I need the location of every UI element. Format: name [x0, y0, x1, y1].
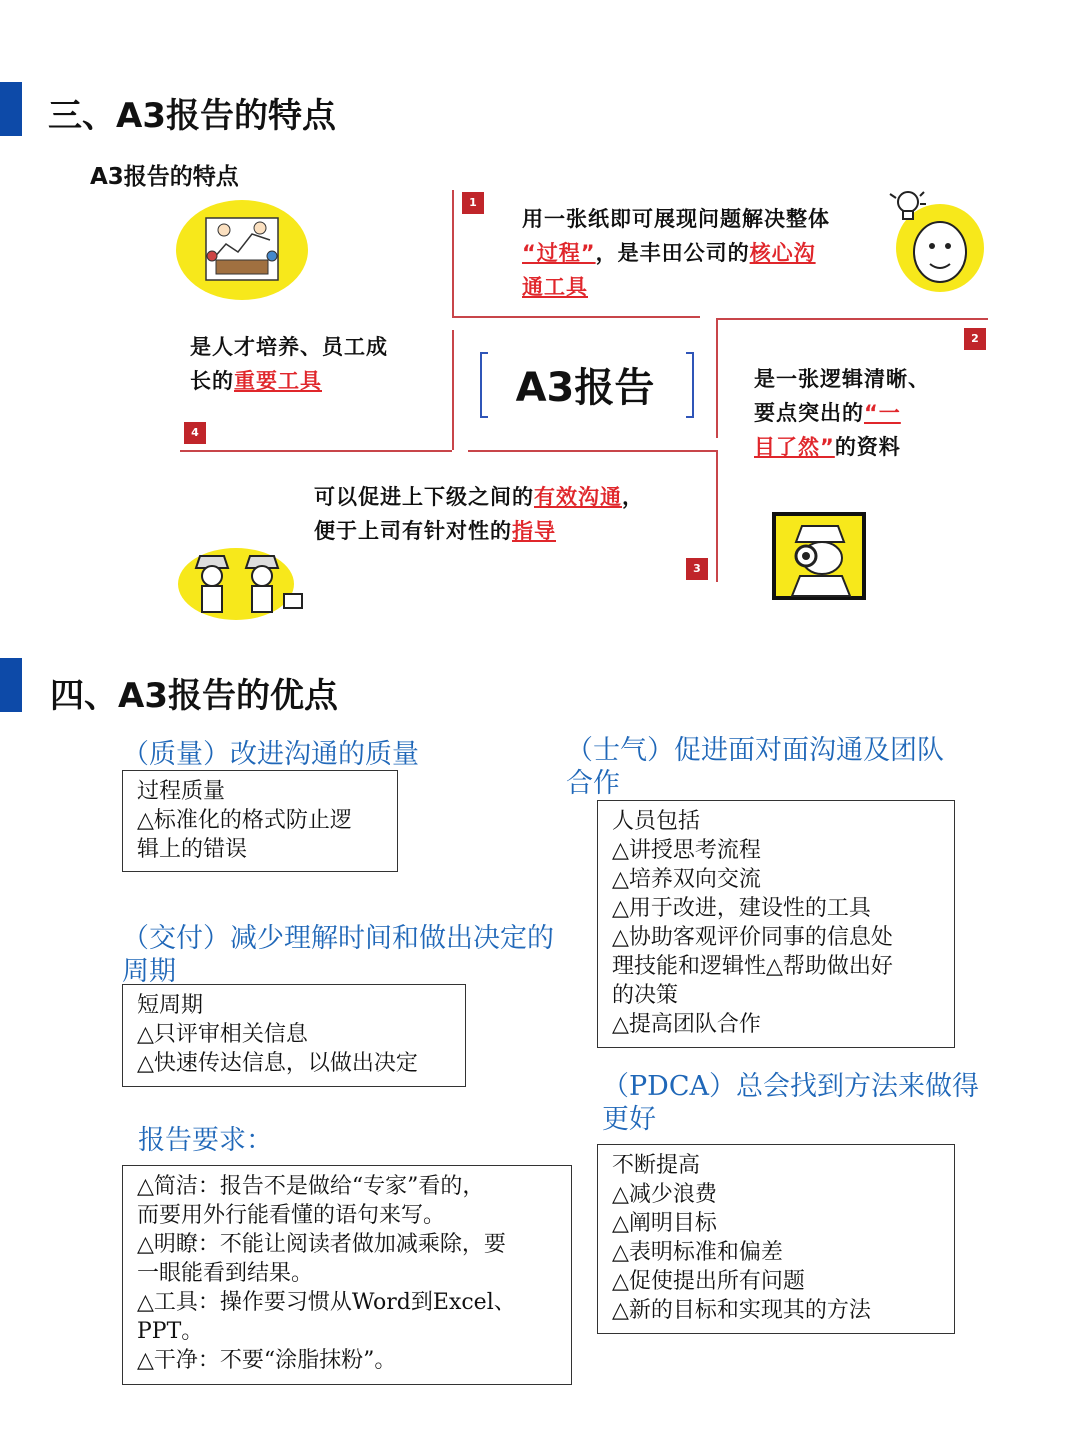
delivery-box	[122, 984, 466, 1087]
delivery-title: （交付）减少理解时间和做出决定的 周期	[122, 923, 554, 987]
box-line: △培养双向交流	[612, 867, 761, 892]
bracket-right	[686, 352, 694, 418]
box-line: 辑上的错误	[137, 837, 248, 862]
diagram-line	[716, 318, 718, 438]
report-title: 报告要求：	[138, 1125, 273, 1156]
box-line: △减少浪费	[612, 1182, 717, 1207]
quadrant-4-text: 是人才培养、员工成 长的重要工具	[190, 335, 388, 393]
badge-4: 4	[184, 422, 206, 444]
box-line: △讲授思考流程	[612, 838, 761, 863]
diagram-line	[716, 450, 718, 582]
quality-box	[122, 770, 398, 872]
section4-title: 四、A3报告的优点	[50, 676, 338, 716]
box-line: PPT。	[137, 1319, 204, 1344]
report-box	[122, 1165, 572, 1385]
box-line: 而要用外行能看懂的语句来写。	[137, 1203, 446, 1228]
section-marker	[0, 82, 22, 136]
box-line: △提高团队合作	[612, 1012, 761, 1037]
quadrant-2-text: 是一张逻辑清晰、 要点突出的“一 目了然”的资料	[754, 367, 930, 459]
diagram-line	[452, 316, 700, 318]
investigator-icon	[772, 512, 866, 600]
bracket-left	[480, 352, 488, 418]
box-line: △快速传达信息，以做出决定	[137, 1051, 418, 1076]
box-line: △阐明目标	[612, 1211, 717, 1236]
box-line: △标准化的格式防止逻	[137, 808, 352, 833]
box-line: 一眼能看到结果。	[137, 1261, 314, 1286]
section3-title: 三、A3报告的特点	[48, 96, 336, 136]
section3-subtitle: A3报告的特点	[90, 164, 239, 190]
box-line: △工具：操作要习惯从Word到Excel、	[137, 1290, 516, 1315]
quadrant-3-text: 可以促进上下级之间的有效沟通， 便于上司有针对性的指导	[314, 485, 644, 543]
diagram-line	[452, 330, 454, 450]
box-line: 人员包括	[612, 809, 701, 834]
section-marker	[0, 658, 22, 712]
badge-3: 3	[686, 558, 708, 580]
box-line: 理技能和逻辑性△帮助做出好	[612, 954, 893, 979]
diagram-line	[468, 450, 716, 452]
diagram-line	[716, 318, 988, 320]
pdca-box	[597, 1144, 955, 1334]
box-line: △促使提出所有问题	[612, 1269, 805, 1294]
quadrant-1-text: 用一张纸即可展现问题解决整体 “过程”，是丰田公司的核心沟 通工具	[522, 207, 830, 299]
morale-title: （士气）促进面对面沟通及团队 合作	[566, 735, 944, 799]
idea-person-icon	[880, 186, 990, 296]
badge-1: 1	[462, 192, 484, 214]
quality-title: （质量）改进沟通的质量	[122, 739, 419, 770]
meeting-illustration	[176, 200, 308, 300]
box-line: 不断提高	[612, 1153, 701, 1178]
box-line: 的决策	[612, 983, 679, 1008]
box-line: △干净：不要“涂脂抹粉”。	[137, 1348, 397, 1373]
diagram-line	[452, 190, 454, 318]
box-line: △明瞭：不能让阅读者做加减乘除，要	[137, 1232, 506, 1257]
detectives-illustration	[176, 538, 312, 622]
box-line: 过程质量	[137, 779, 226, 804]
box-line: △只评审相关信息	[137, 1022, 308, 1047]
diagram-line	[180, 450, 452, 452]
morale-box	[597, 800, 955, 1048]
center-label: A3报告	[515, 365, 655, 411]
box-line: △简洁：报告不是做给“专家”看的，	[137, 1174, 485, 1199]
box-line: △新的目标和实现其的方法	[612, 1298, 871, 1323]
box-line: 短周期	[137, 993, 204, 1018]
box-line: △表明标准和偏差	[612, 1240, 783, 1265]
pdca-title: （PDCA）总会找到方法来做得 更好	[602, 1071, 979, 1135]
box-line: △协助客观评价同事的信息处	[612, 925, 893, 950]
box-line: △用于改进，建设性的工具	[612, 896, 871, 921]
badge-2: 2	[964, 328, 986, 350]
